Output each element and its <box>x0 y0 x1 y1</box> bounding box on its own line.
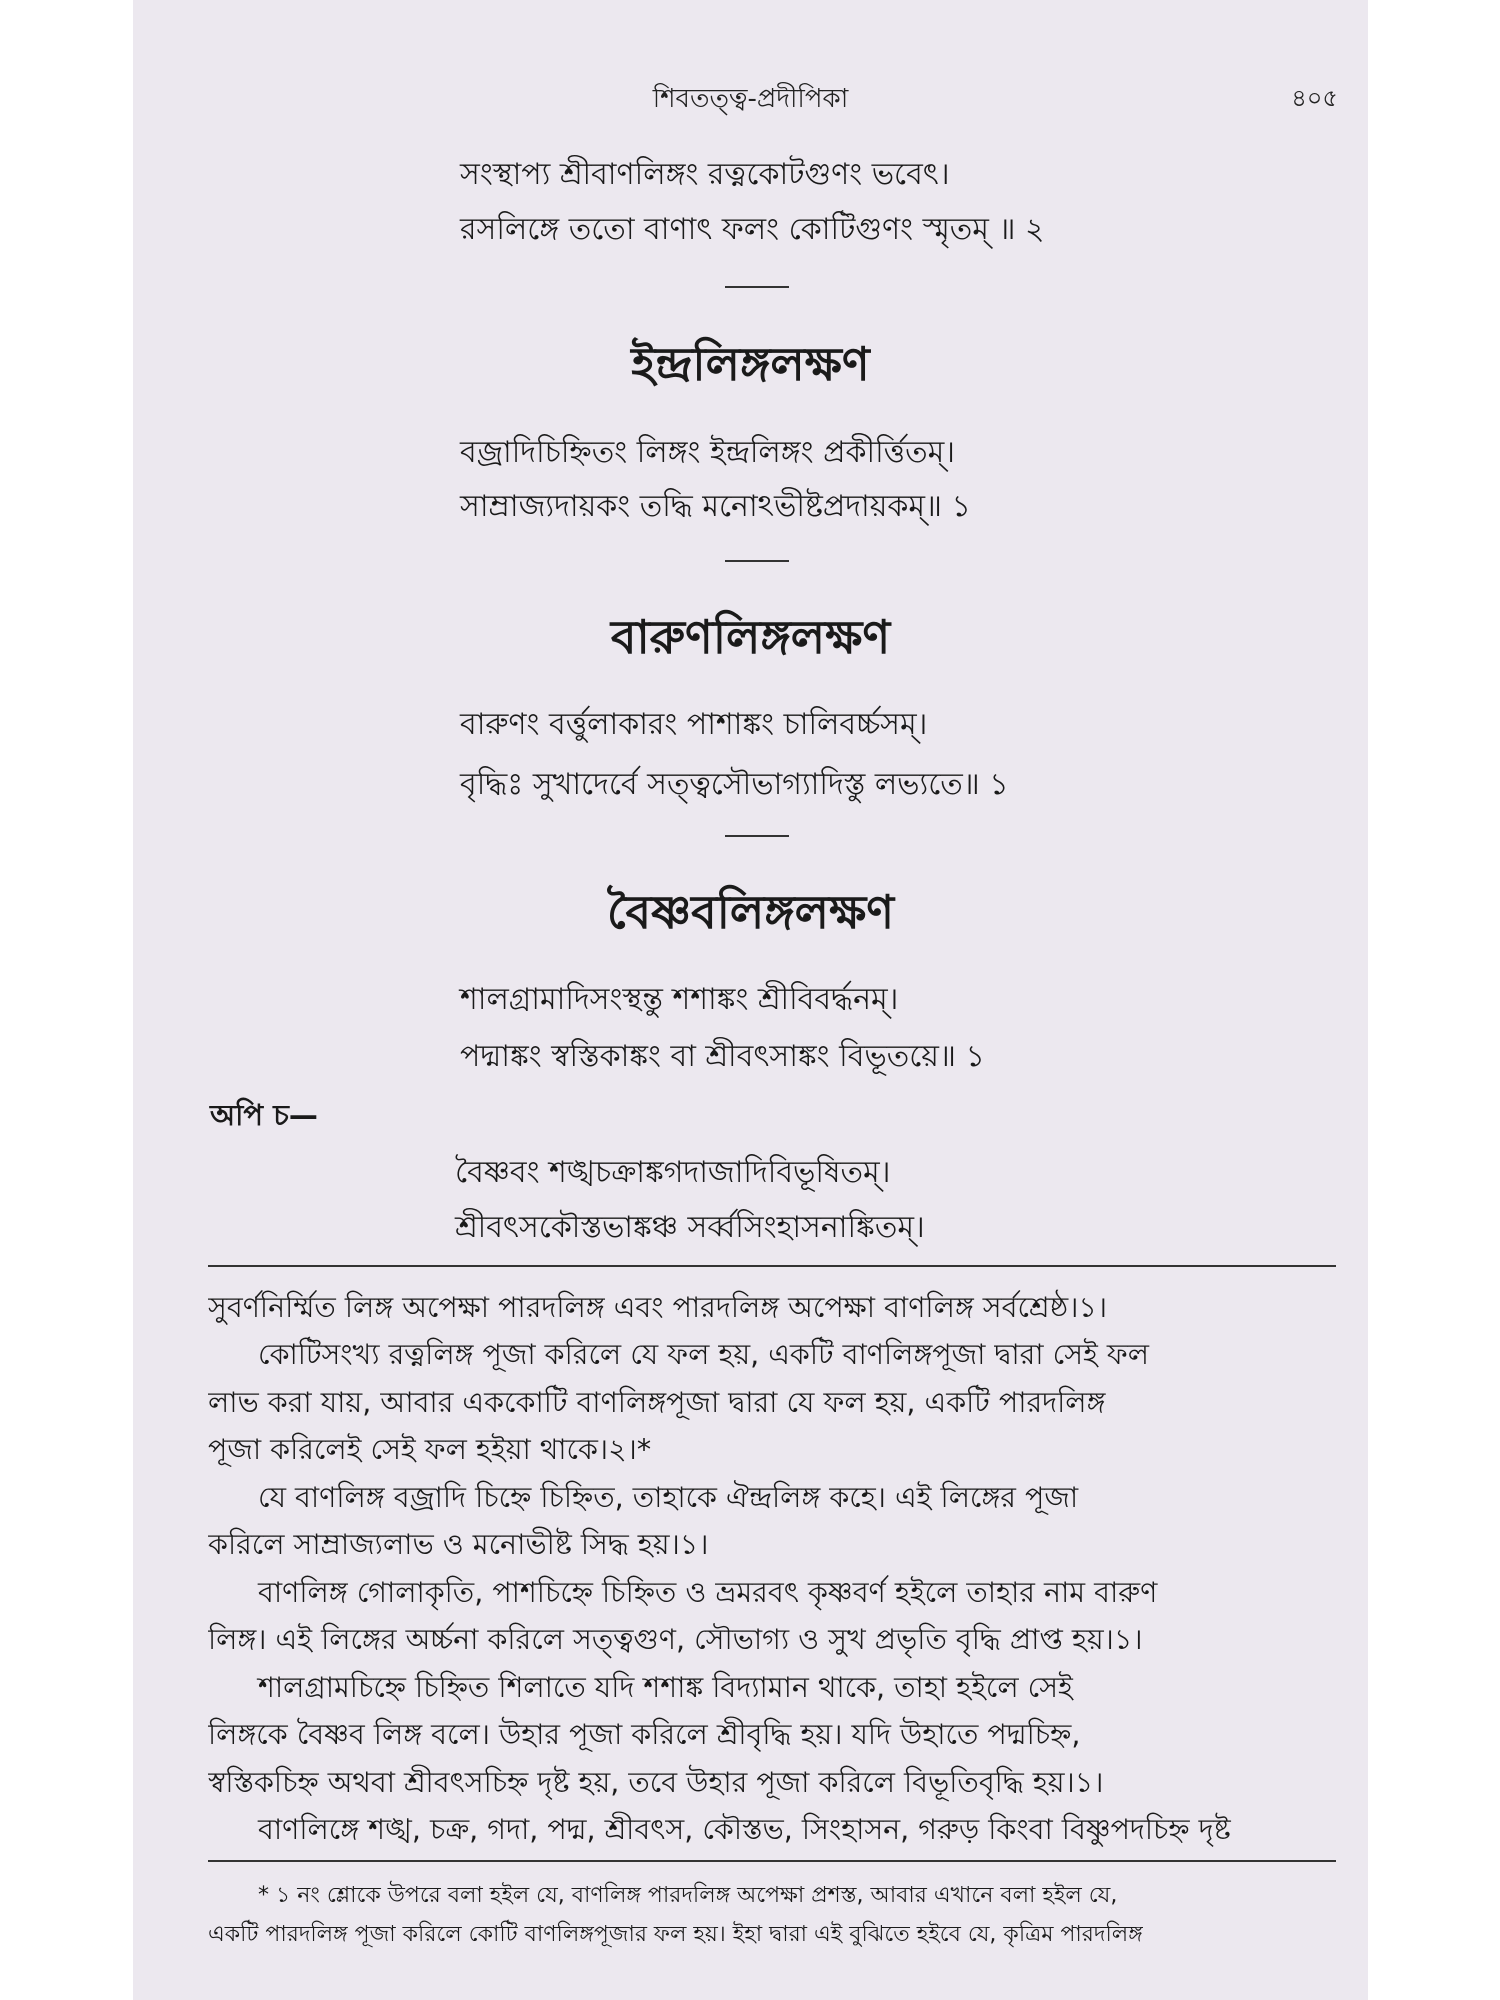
verse-line: রসলিঙ্গে ততো বাণাৎ ফলং কোটিগুণং স্মৃতম্ ॥ ২ <box>460 212 1045 247</box>
footnote-line: * ১ নং শ্লোকে উপরে বলা হইল যে, বাণলিঙ্গ পারদলিঙ্গ অপেক্ষা প্রশস্ত, আবার এখানে বলা হইল যে, <box>258 1883 1118 1908</box>
note-line: বাণলিঙ্গ গোলাকৃতি, পাশচিহ্নে চিহ্নিত ও ভ্রমরবৎ কৃষ্ণবর্ণ হইলে তাহার নাম বারুণ <box>258 1576 1158 1609</box>
section-divider <box>725 560 789 562</box>
verse-line: বারুণং বর্ত্তুলাকারং পাশাঙ্কং চালিবর্চ্চসম্। <box>460 707 928 742</box>
note-line: যে বাণলিঙ্গ বজ্রাদি চিহ্নে চিহ্নিত, তাহাকে ঐন্দ্রলিঙ্গ কহে। এই লিঙ্গের পূজা <box>258 1481 1079 1514</box>
section-divider <box>725 286 789 288</box>
verse-line: বৈষ্ণবং শঙ্খচক্রাঙ্কগদাজাদিবিভূষিতম্। <box>455 1155 891 1190</box>
note-line: কোটিসংখ্য রত্নলিঙ্গ পূজা করিলে যে ফল হয়, একটি বাণলিঙ্গপূজা দ্বারা সেই ফল <box>258 1338 1149 1371</box>
book-page <box>133 0 1368 2000</box>
note-line: লিঙ্গকে বৈষ্ণব লিঙ্গ বলে। উহার পূজা করিলে শ্রীবৃদ্ধি হয়। যদি উহাতে পদ্মচিহ্ন, <box>208 1718 1081 1751</box>
section-heading: বারুণলিঙ্গলক্ষণ <box>610 610 891 664</box>
api-cha-label: অপি চ— <box>210 1098 318 1132</box>
note-line: বাণলিঙ্গে শঙ্খ, চক্র, গদা, পদ্ম, শ্রীবৎস, কৌস্তভ, সিংহাসন, গরুড় কিংবা বিষ্ণুপদচিহ্ন দৃষ্ট <box>258 1813 1231 1846</box>
verse-line: বজ্রাদিচিহ্নিতং লিঙ্গং ইন্দ্রলিঙ্গং প্রকীর্ত্তিতম্। <box>460 435 956 470</box>
note-line: সুবর্ণনির্ম্মিত লিঙ্গ অপেক্ষা পারদলিঙ্গ এবং পারদলিঙ্গ অপেক্ষা বাণলিঙ্গ সর্বশ্রেষ্ঠ।১। <box>208 1291 1108 1324</box>
verse-line: সাম্রাজ্যদায়কং তদ্ধি মনোঽভীষ্টপ্রদায়কম্॥ ১ <box>460 489 972 524</box>
note-line: লিঙ্গ। এই লিঙ্গের অর্চ্চনা করিলে সত্ত্বগুণ, সৌভাগ্য ও সুখ প্রভৃতি বৃদ্ধি প্রাপ্ত হয়।১। <box>208 1623 1143 1656</box>
note-line: লাভ করা যায়, আবার এককোটি বাণলিঙ্গপূজা দ্বারা যে ফল হয়, একটি পারদলিঙ্গ <box>208 1386 1106 1419</box>
notes-divider <box>208 1265 1336 1267</box>
note-line: পূজা করিলেই সেই ফল হইয়া থাকে।২।* <box>208 1433 652 1466</box>
verse-line: শ্রীবৎসকৌস্তভাঙ্কঞ্চ সর্ব্বসিংহাসনাঙ্কিতম্। <box>455 1210 925 1245</box>
note-line: স্বস্তিকচিহ্ন অথবা শ্রীবৎসচিহ্ন দৃষ্ট হয়, তবে উহার পূজা করিলে বিভূতিবৃদ্ধি হয়।১। <box>208 1766 1104 1799</box>
section-divider <box>725 835 789 837</box>
section-heading: বৈষ্ণবলিঙ্গলক্ষণ <box>606 885 895 939</box>
verse-line: পদ্মাঙ্কং স্বস্তিকাঙ্কং বা শ্রীবৎসাঙ্কং বিভূতয়ে॥ ১ <box>460 1039 985 1074</box>
section-heading: ইন্দ্রলিঙ্গলক্ষণ <box>631 337 870 391</box>
note-line: শালগ্রামচিহ্নে চিহ্নিত শিলাতে যদি শশাঙ্ক বিদ্যামান থাকে, তাহা হইলে সেই <box>258 1671 1073 1704</box>
running-header-title: শিবতত্ত্ব-প্রদীপিকা <box>652 84 849 114</box>
verse-line: সংস্থাপ্য শ্রীবাণলিঙ্গং রত্নকোটগুণং ভবেৎ। <box>460 157 950 192</box>
page-number: ৪০৫ <box>1291 84 1338 112</box>
verse-line: শালগ্রামাদিসংস্থন্তু শশাঙ্কং শ্রীবিবর্দ্ধনম্। <box>460 982 899 1017</box>
footnote-line: একটি পারদলিঙ্গ পূজা করিলে কোটি বাণলিঙ্গপূজার ফল হয়। ইহা দ্বারা এই বুঝিতে হইবে যে, কৃত্রিম পারদলিঙ্গ <box>208 1922 1143 1947</box>
note-line: করিলে সাম্রাজ্যলাভ ও মনোভীষ্ট সিদ্ধ হয়।১। <box>208 1528 709 1561</box>
verse-line: বৃদ্ধিঃ সুখাদেৰ্বে সত্ত্বসৌভাগ্যাদিস্তু লভ্যতে॥ ১ <box>460 767 1009 802</box>
footnote-divider <box>208 1860 1336 1862</box>
